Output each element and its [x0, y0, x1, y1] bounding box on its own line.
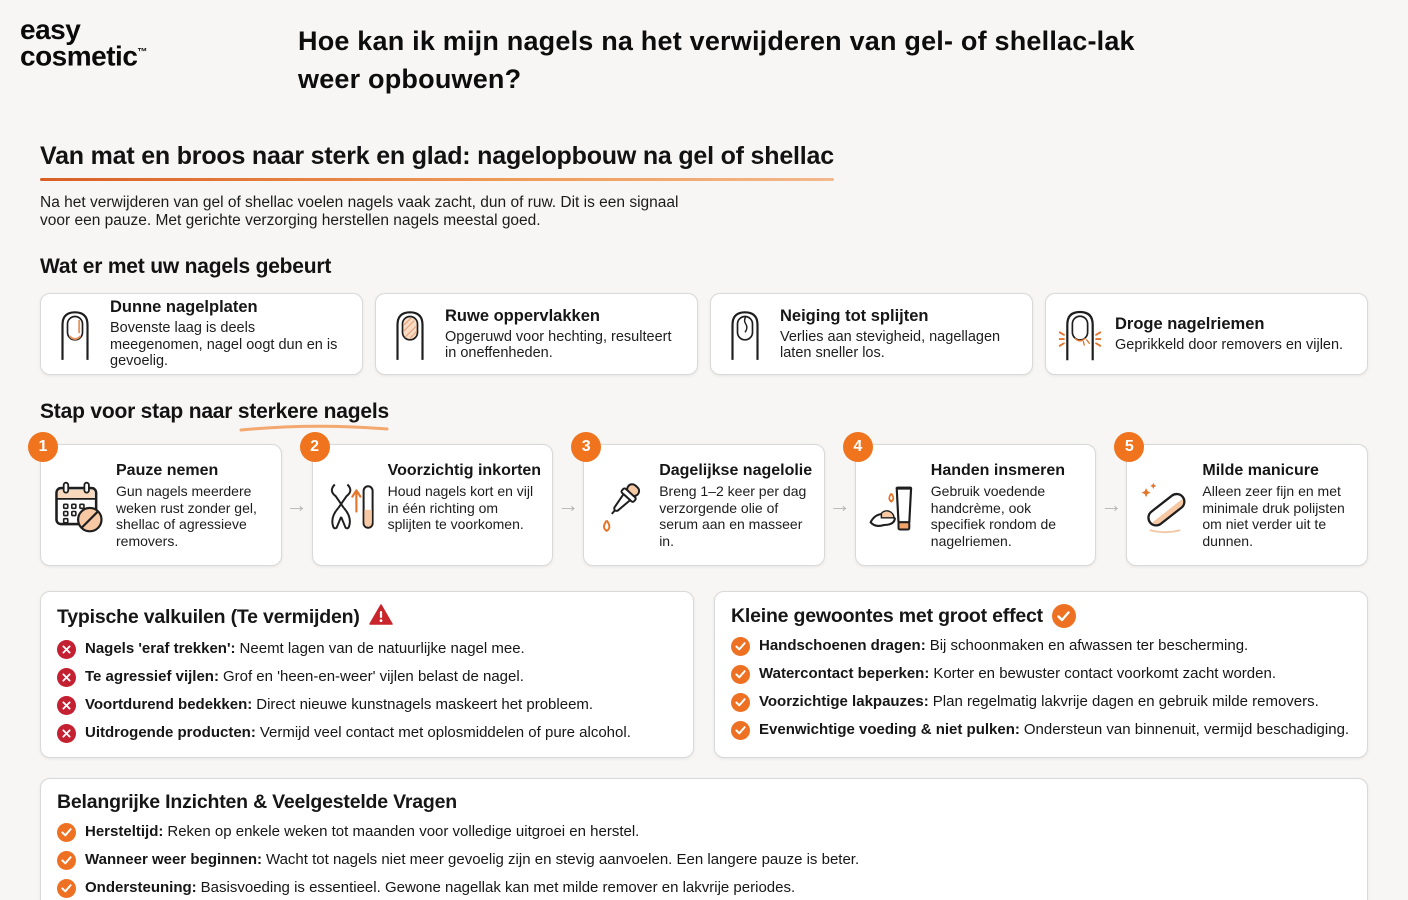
step-card: [310, 438, 554, 566]
symptom-card: [1045, 293, 1368, 375]
step-card: [581, 438, 825, 566]
list-item-text: Uitdrogende producten: Vermijd veel contact met oplosmiddelen of pure alcohol.: [85, 724, 631, 741]
step-card: [38, 438, 282, 566]
hand-cream-icon: [866, 461, 922, 553]
steps-heading: Stap voor stap naar sterkere nagels: [40, 400, 389, 424]
arrow-right-icon: →: [828, 492, 851, 517]
step-text: Gun nagels meerdere weken rust zonder gel, shellac of agressieve removers.: [116, 483, 257, 549]
list-item: [57, 668, 677, 687]
symptom-title: Droge nagelriemen: [1115, 314, 1265, 333]
x-circle-icon: [57, 668, 76, 687]
step-title: Voorzichtig inkorten: [387, 462, 542, 479]
check-circle-icon: [731, 721, 750, 740]
habits-list: [731, 637, 1351, 740]
symptom-card-body: [780, 307, 1020, 362]
arrow-right-icon: →: [1100, 492, 1123, 517]
list-item-text: Watercontact beperken: Korter en bewuster contact voorkomt zacht worden.: [759, 665, 1276, 682]
step-text: Alleen zeer fijn en met minimale druk polijsten om niet verder uit te dunnen.: [1202, 483, 1345, 549]
check-circle-icon: [731, 693, 750, 712]
list-item: [731, 637, 1351, 656]
step-text: Houd nagels kort en vijl in één richting om splijten te voorkomen.: [387, 483, 534, 532]
buffer-block-icon: [1137, 461, 1193, 553]
list-item-text: Hersteltijd: Reken op enkele weken tot maanden voor volledige uitgroei en herstel.: [85, 823, 640, 840]
list-item-text: Voorzichtige lakpauzes: Plan regelmatig lakvrije dagen en gebruik milde removers.: [759, 693, 1319, 710]
step-number-badge: 1: [28, 432, 58, 462]
list-item-text: Handschoenen dragen: Bij schoonmaken en afwassen ter bescherming.: [759, 637, 1249, 654]
page-title: Hoe kan ik mijn nagels na het verwijderen van gel- of shellac-lak weer opbouwen?: [298, 26, 1135, 94]
pitfalls-heading: Typische valkuilen (Te vermijden): [57, 604, 677, 631]
symptom-cards-row: [40, 293, 1368, 375]
intro-heading: Van mat en broos naar sterk en glad: nagelopbouw na gel of shellac: [40, 142, 834, 170]
list-item: [731, 665, 1351, 684]
step-card-body: [388, 461, 543, 553]
step-card: [853, 438, 1097, 566]
x-circle-icon: [57, 696, 76, 715]
faq-list: [57, 823, 1351, 898]
step-card-body: [659, 461, 814, 553]
warning-triangle-icon: [369, 604, 393, 631]
content: [0, 98, 1408, 900]
symptom-card-body: [445, 307, 685, 362]
list-item: [57, 851, 1351, 870]
faq-heading: Belangrijke Inzichten & Veelgestelde Vragen: [57, 791, 457, 813]
symptom-text: Verlies aan stevigheid, nagellagen laten sneller los.: [780, 328, 1001, 361]
check-circle-icon: [731, 665, 750, 684]
check-circle-icon: [57, 823, 76, 842]
list-item: [731, 721, 1351, 740]
arrow-right-icon: →: [285, 492, 308, 517]
pitfalls-panel: [40, 591, 694, 758]
header: [0, 0, 1408, 98]
steps-heading-highlight: sterkere nagels: [238, 400, 389, 424]
list-item-text: Ondersteuning: Basisvoeding is essentieel. Gewone nagellak kan met milde remover en lakvrije periodes.: [85, 879, 796, 896]
clipper-file-icon: [323, 461, 379, 553]
check-badge-icon: [1052, 604, 1076, 628]
calendar-pause-icon: [51, 461, 107, 553]
step-number-badge: 5: [1114, 432, 1144, 462]
symptom-card-body: [110, 298, 350, 370]
step-number-badge: 4: [843, 432, 873, 462]
intro-heading-wrap: [40, 142, 834, 181]
symptom-title: Ruwe oppervlakken: [445, 306, 600, 325]
symptoms-heading: Wat er met uw nagels gebeurt: [40, 255, 332, 278]
check-circle-icon: [57, 851, 76, 870]
list-item: [57, 823, 1351, 842]
symptom-card: [710, 293, 1033, 375]
symptom-card: [40, 293, 363, 375]
rough-nail-icon: [388, 304, 432, 364]
check-circle-icon: [57, 879, 76, 898]
oil-dropper-icon: [594, 461, 650, 553]
step-card-body: [931, 461, 1086, 553]
steps-row: [38, 438, 1368, 566]
list-item-text: Evenwichtige voeding & niet pulken: Ondersteun van binnenuit, vermijd beschadiging.: [759, 721, 1350, 738]
brand-logo-line1: easy: [20, 14, 81, 45]
thin-nail-icon: [53, 304, 97, 364]
list-item: [57, 724, 677, 743]
two-column-section: [40, 591, 1368, 758]
orange-underline: [40, 178, 834, 181]
faq-panel: [40, 778, 1368, 900]
step-title: Pauze nemen: [116, 462, 219, 479]
step-card-body: [116, 461, 271, 553]
list-item: [731, 693, 1351, 712]
step-card: [1124, 438, 1368, 566]
intro-paragraph: Na het verwijderen van gel of shellac voelen nagels vaak zacht, dun of ruw. Dit is een signaal voor een pauze. Met gerichte verzorging herstellen nagels meestal goed.: [40, 194, 679, 229]
list-item: [57, 640, 677, 659]
list-item: [57, 879, 1351, 898]
step-title: Dagelijkse nagelolie: [659, 462, 813, 479]
arrow-right-icon: →: [557, 492, 580, 517]
symptom-text: Bovenste laag is deels meegenomen, nagel oogt dun en is gevoelig.: [110, 320, 338, 370]
step-title: Handen insmeren: [930, 462, 1066, 479]
x-circle-icon: [57, 724, 76, 743]
brand-logo: [20, 16, 298, 98]
list-item-text: Te agressief vijlen: Grof en 'heen-en-weer' vijlen belast de nagel.: [85, 668, 524, 685]
step-number-badge: 3: [571, 432, 601, 462]
symptom-card: [375, 293, 698, 375]
symptom-title: Dunne nagelplaten: [110, 298, 258, 317]
check-circle-icon: [731, 637, 750, 656]
step-number-badge: 2: [300, 432, 330, 462]
step-text: Breng 1–2 keer per dag verzorgende olie of serum aan en masseer in.: [659, 483, 807, 549]
habits-heading: Kleine gewoontes met groot effect: [731, 604, 1351, 628]
symptom-card-body: [1115, 315, 1343, 354]
brand-logo-line2: cosmetic™: [20, 40, 147, 72]
x-circle-icon: [57, 640, 76, 659]
habits-panel: [714, 591, 1368, 758]
list-item-text: Voortdurend bedekken: Direct nieuwe kunstnagels maskeert het probleem.: [85, 696, 594, 713]
symptom-text: Opgeruwd voor hechting, resulteert in oneffenheden.: [445, 328, 672, 361]
step-card-body: [1202, 461, 1357, 553]
symptom-text: Geprikkeld door removers en vijlen.: [1115, 336, 1344, 353]
list-item-text: Wanneer weer beginnen: Wacht tot nagels niet meer gevoelig zijn en stevig aanvoelen. Een langere pauze is beter.: [85, 851, 860, 868]
list-item: [57, 696, 677, 715]
trademark-symbol: ™: [137, 47, 147, 58]
step-text: Gebruik voedende handcrème, ook specifiek rondom de nagelriemen.: [930, 483, 1057, 549]
symptom-title: Neiging tot splijten: [780, 306, 929, 325]
list-item-text: Nagels 'eraf trekken': Neemt lagen van de natuurlijke nagel mee.: [85, 640, 525, 657]
split-nail-icon: [723, 304, 767, 364]
pitfalls-list: [57, 640, 677, 743]
dry-cuticle-icon: [1058, 304, 1102, 364]
step-title: Milde manicure: [1202, 462, 1319, 479]
